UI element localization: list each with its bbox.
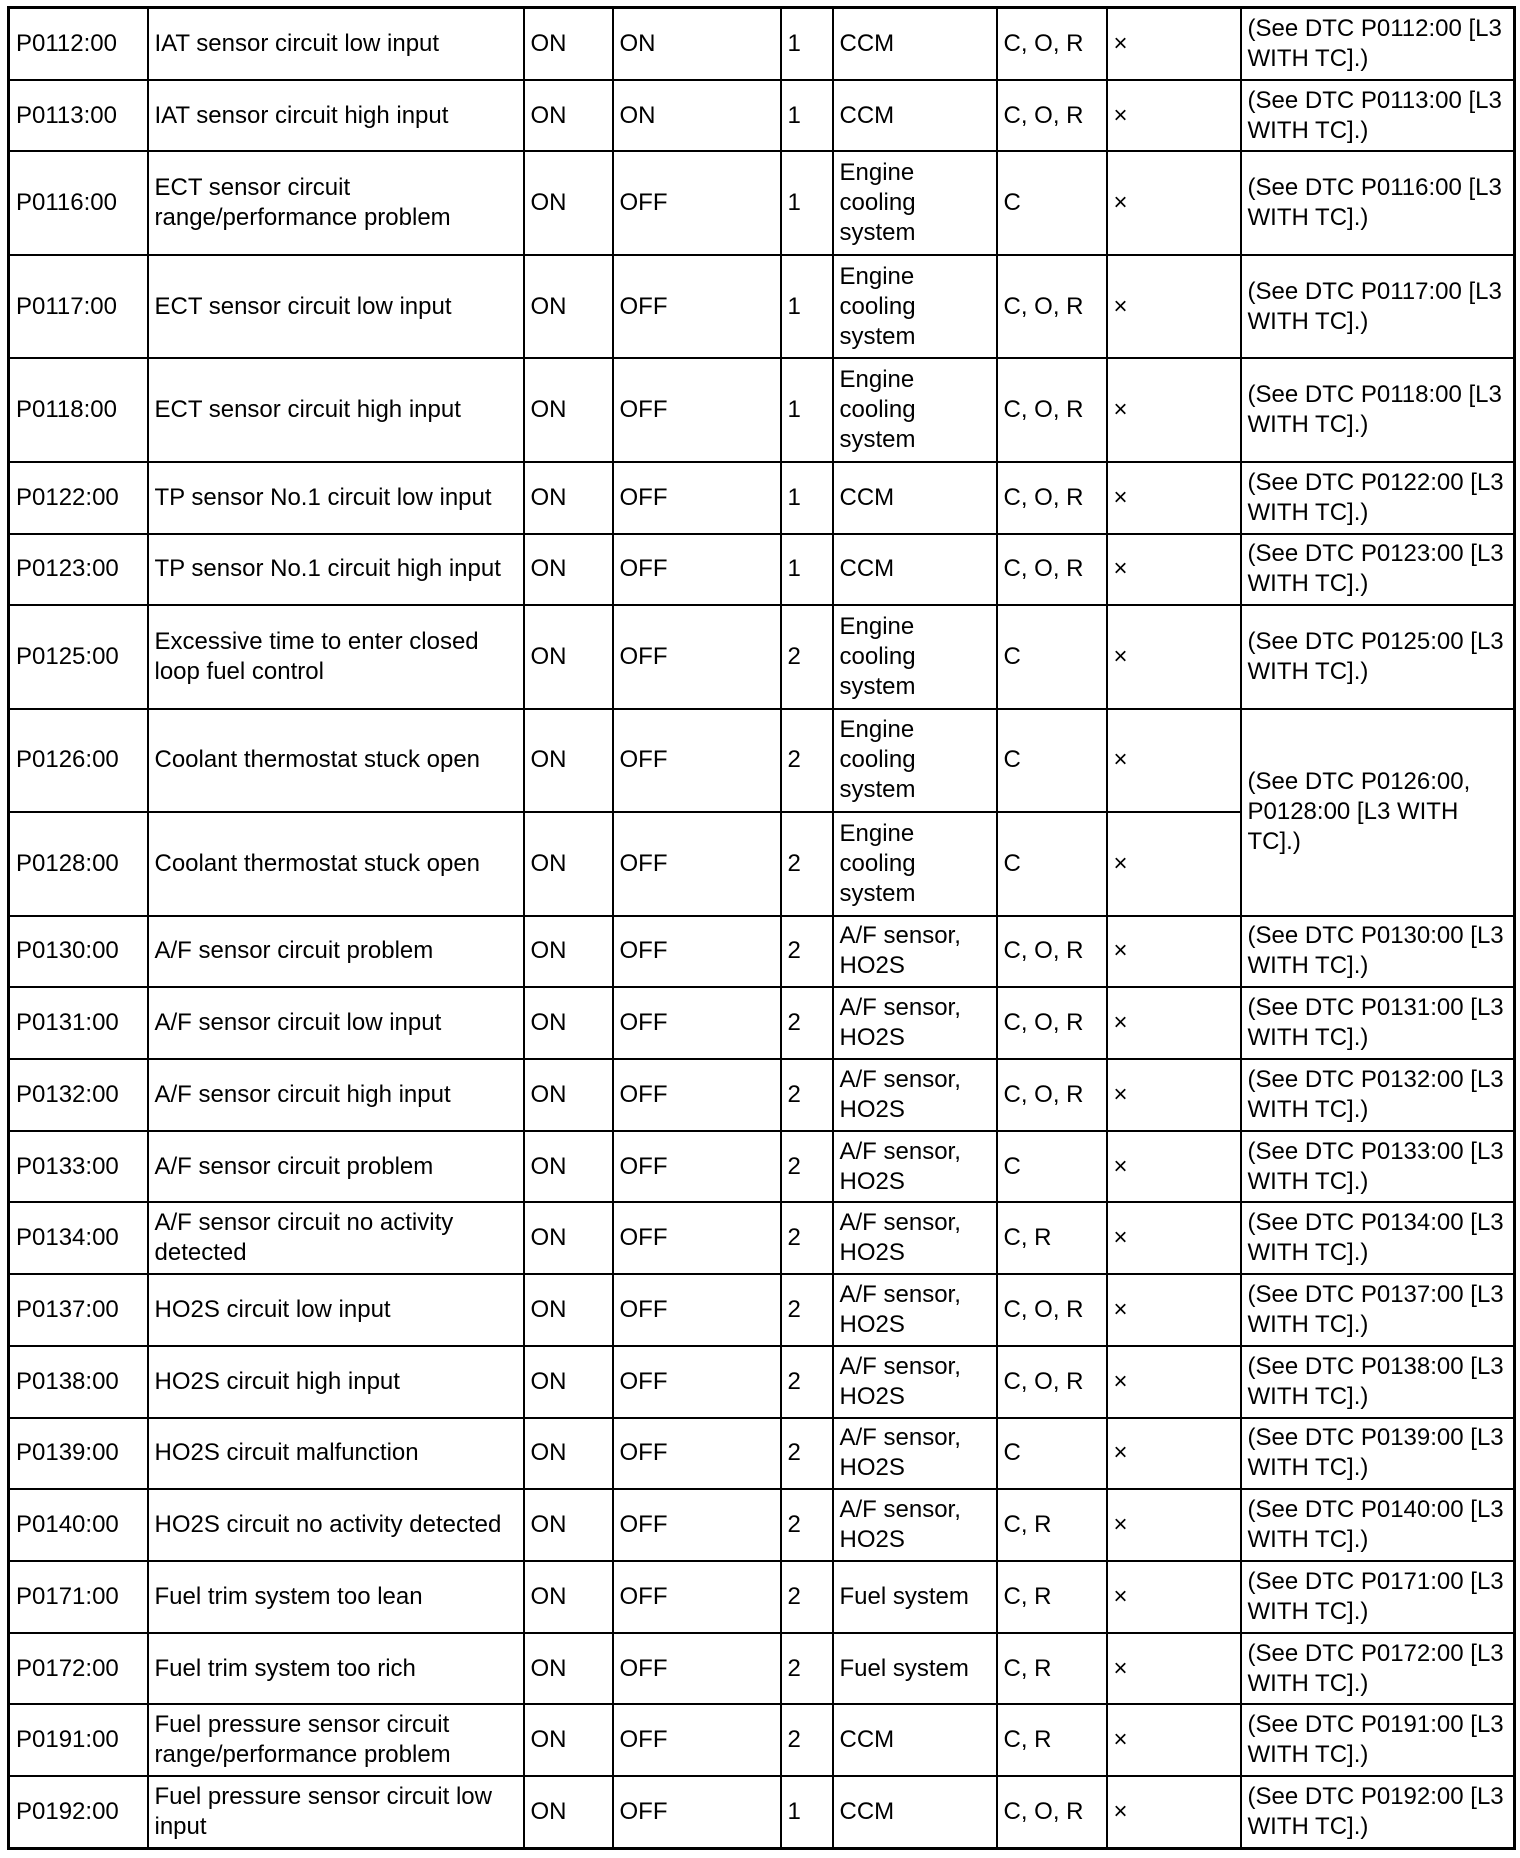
reference-link[interactable]: (See DTC P0171:00 [L3 WITH TC].): [1241, 1561, 1515, 1633]
dtc-description: A/F sensor circuit high input: [148, 1059, 524, 1131]
dtc-code: P0117:00: [9, 255, 148, 358]
reference-link[interactable]: (See DTC P0139:00 [L3 WITH TC].): [1241, 1418, 1515, 1490]
reference-link[interactable]: (See DTC P0130:00 [L3 WITH TC].): [1241, 916, 1515, 988]
trip-count: 1: [781, 8, 833, 80]
trip-count: 2: [781, 812, 833, 915]
dtc-description: Fuel trim system too lean: [148, 1561, 524, 1633]
dtc-description: TP sensor No.1 circuit low input: [148, 462, 524, 534]
dtc-description: Excessive time to enter closed loop fuel control: [148, 605, 524, 708]
dtc-code: P0140:00: [9, 1489, 148, 1561]
monitor-item: A/F sensor, HO2S: [833, 1274, 997, 1346]
memory-function: C, O, R: [997, 8, 1107, 80]
monitor-item: A/F sensor, HO2S: [833, 1059, 997, 1131]
dc-status: OFF: [613, 1704, 781, 1776]
cross-mark: ×: [1107, 1346, 1241, 1418]
reference-link[interactable]: (See DTC P0131:00 [L3 WITH TC].): [1241, 987, 1515, 1059]
mil-status: ON: [524, 1202, 613, 1274]
trip-count: 2: [781, 709, 833, 812]
memory-function: C, O, R: [997, 255, 1107, 358]
trip-count: 2: [781, 987, 833, 1059]
table-row: [9, 534, 1515, 606]
dtc-code: P0128:00: [9, 812, 148, 915]
dtc-code: P0132:00: [9, 1059, 148, 1131]
table-row: [9, 987, 1515, 1059]
mil-status: ON: [524, 709, 613, 812]
dtc-code: P0172:00: [9, 1633, 148, 1705]
cross-mark: ×: [1107, 462, 1241, 534]
mil-status: ON: [524, 8, 613, 80]
trip-count: 2: [781, 1418, 833, 1490]
memory-function: C, O, R: [997, 1776, 1107, 1848]
dc-status: OFF: [613, 812, 781, 915]
cross-mark: ×: [1107, 1776, 1241, 1848]
reference-link[interactable]: (See DTC P0140:00 [L3 WITH TC].): [1241, 1489, 1515, 1561]
dtc-code: P0122:00: [9, 462, 148, 534]
dtc-description: A/F sensor circuit low input: [148, 987, 524, 1059]
table-row: [9, 916, 1515, 988]
memory-function: C, O, R: [997, 1059, 1107, 1131]
table-row: [9, 1346, 1515, 1418]
dc-status: ON: [613, 8, 781, 80]
dtc-description: HO2S circuit no activity detected: [148, 1489, 524, 1561]
dtc-description: Fuel trim system too rich: [148, 1633, 524, 1705]
memory-function: C, R: [997, 1633, 1107, 1705]
memory-function: C, O, R: [997, 916, 1107, 988]
table-row: [9, 1561, 1515, 1633]
dc-status: OFF: [613, 1059, 781, 1131]
dtc-code: P0126:00: [9, 709, 148, 812]
dc-status: OFF: [613, 916, 781, 988]
cross-mark: ×: [1107, 1274, 1241, 1346]
table-row: [9, 1202, 1515, 1274]
dc-status: OFF: [613, 1202, 781, 1274]
dtc-table-body: [9, 8, 1515, 1849]
cross-mark: ×: [1107, 916, 1241, 988]
dtc-code: P0139:00: [9, 1418, 148, 1490]
dc-status: OFF: [613, 1274, 781, 1346]
dtc-description: IAT sensor circuit low input: [148, 8, 524, 80]
trip-count: 1: [781, 534, 833, 606]
reference-link[interactable]: (See DTC P0132:00 [L3 WITH TC].): [1241, 1059, 1515, 1131]
monitor-item: Engine cooling system: [833, 709, 997, 812]
reference-link[interactable]: (See DTC P0116:00 [L3 WITH TC].): [1241, 151, 1515, 254]
monitor-item: A/F sensor, HO2S: [833, 1131, 997, 1203]
dtc-code: P0125:00: [9, 605, 148, 708]
trip-count: 1: [781, 1776, 833, 1848]
dc-status: OFF: [613, 462, 781, 534]
monitor-item: Engine cooling system: [833, 812, 997, 915]
reference-link[interactable]: (See DTC P0125:00 [L3 WITH TC].): [1241, 605, 1515, 708]
mil-status: ON: [524, 916, 613, 988]
dc-status: OFF: [613, 534, 781, 606]
table-row: [9, 1274, 1515, 1346]
cross-mark: ×: [1107, 812, 1241, 915]
mil-status: ON: [524, 1489, 613, 1561]
trip-count: 2: [781, 1704, 833, 1776]
memory-function: C: [997, 709, 1107, 812]
trip-count: 1: [781, 80, 833, 152]
dtc-description: HO2S circuit malfunction: [148, 1418, 524, 1490]
trip-count: 2: [781, 1489, 833, 1561]
memory-function: C: [997, 812, 1107, 915]
monitor-item: Fuel system: [833, 1561, 997, 1633]
dtc-description: ECT sensor circuit low input: [148, 255, 524, 358]
monitor-item: A/F sensor, HO2S: [833, 1418, 997, 1490]
cross-mark: ×: [1107, 709, 1241, 812]
dtc-description: Fuel pressure sensor circuit low input: [148, 1776, 524, 1848]
mil-status: ON: [524, 1633, 613, 1705]
cross-mark: ×: [1107, 1059, 1241, 1131]
trip-count: 1: [781, 462, 833, 534]
dc-status: OFF: [613, 358, 781, 461]
cross-mark: ×: [1107, 1202, 1241, 1274]
memory-function: C, R: [997, 1704, 1107, 1776]
reference-link[interactable]: (See DTC P0138:00 [L3 WITH TC].): [1241, 1346, 1515, 1418]
trip-count: 1: [781, 358, 833, 461]
monitor-item: CCM: [833, 462, 997, 534]
dtc-description: ECT sensor circuit high input: [148, 358, 524, 461]
cross-mark: ×: [1107, 255, 1241, 358]
mil-status: ON: [524, 1561, 613, 1633]
dtc-description: HO2S circuit low input: [148, 1274, 524, 1346]
reference-link[interactable]: (See DTC P0112:00 [L3 WITH TC].): [1241, 8, 1515, 80]
memory-function: C, O, R: [997, 80, 1107, 152]
cross-mark: ×: [1107, 151, 1241, 254]
mil-status: ON: [524, 1059, 613, 1131]
dtc-code: P0118:00: [9, 358, 148, 461]
monitor-item: CCM: [833, 8, 997, 80]
mil-status: ON: [524, 1131, 613, 1203]
dtc-description: A/F sensor circuit no activity detected: [148, 1202, 524, 1274]
trip-count: 2: [781, 1633, 833, 1705]
cross-mark: ×: [1107, 1418, 1241, 1490]
trip-count: 2: [781, 1561, 833, 1633]
dtc-code: P0116:00: [9, 151, 148, 254]
memory-function: C: [997, 605, 1107, 708]
trip-count: 2: [781, 916, 833, 988]
dc-status: OFF: [613, 709, 781, 812]
mil-status: ON: [524, 812, 613, 915]
table-row: [9, 1131, 1515, 1203]
cross-mark: ×: [1107, 1131, 1241, 1203]
trip-count: 1: [781, 151, 833, 254]
trip-count: 2: [781, 1202, 833, 1274]
cross-mark: ×: [1107, 534, 1241, 606]
monitor-item: Engine cooling system: [833, 151, 997, 254]
cross-mark: ×: [1107, 80, 1241, 152]
reference-link[interactable]: (See DTC P0133:00 [L3 WITH TC].): [1241, 1131, 1515, 1203]
reference-link[interactable]: (See DTC P0118:00 [L3 WITH TC].): [1241, 358, 1515, 461]
mil-status: ON: [524, 534, 613, 606]
dtc-description: TP sensor No.1 circuit high input: [148, 534, 524, 606]
cross-mark: ×: [1107, 987, 1241, 1059]
memory-function: C, O, R: [997, 987, 1107, 1059]
table-row: [9, 605, 1515, 708]
memory-function: C: [997, 1418, 1107, 1490]
dtc-code: P0138:00: [9, 1346, 148, 1418]
reference-link[interactable]: (See DTC P0123:00 [L3 WITH TC].): [1241, 534, 1515, 606]
dtc-table: [7, 6, 1516, 1850]
monitor-item: A/F sensor, HO2S: [833, 1346, 997, 1418]
reference-link[interactable]: (See DTC P0172:00 [L3 WITH TC].): [1241, 1633, 1515, 1705]
dc-status: OFF: [613, 987, 781, 1059]
table-row: [9, 462, 1515, 534]
cross-mark: ×: [1107, 1633, 1241, 1705]
dtc-code: P0137:00: [9, 1274, 148, 1346]
dtc-code: P0191:00: [9, 1704, 148, 1776]
table-row: [9, 709, 1515, 812]
dtc-description: IAT sensor circuit high input: [148, 80, 524, 152]
monitor-item: A/F sensor, HO2S: [833, 916, 997, 988]
table-row: [9, 1489, 1515, 1561]
dtc-code: P0134:00: [9, 1202, 148, 1274]
dtc-code: P0192:00: [9, 1776, 148, 1848]
memory-function: C: [997, 1131, 1107, 1203]
monitor-item: CCM: [833, 1776, 997, 1848]
mil-status: ON: [524, 1776, 613, 1848]
dc-status: OFF: [613, 151, 781, 254]
table-row: [9, 1633, 1515, 1705]
cross-mark: ×: [1107, 8, 1241, 80]
memory-function: C, R: [997, 1561, 1107, 1633]
cross-mark: ×: [1107, 605, 1241, 708]
cross-mark: ×: [1107, 1704, 1241, 1776]
cross-mark: ×: [1107, 1561, 1241, 1633]
cross-mark: ×: [1107, 1489, 1241, 1561]
mil-status: ON: [524, 462, 613, 534]
dc-status: OFF: [613, 1633, 781, 1705]
table-row: [9, 358, 1515, 461]
monitor-item: Engine cooling system: [833, 255, 997, 358]
trip-count: 2: [781, 1131, 833, 1203]
dtc-description: A/F sensor circuit problem: [148, 916, 524, 988]
dc-status: OFF: [613, 1489, 781, 1561]
memory-function: C: [997, 151, 1107, 254]
mil-status: ON: [524, 151, 613, 254]
dtc-code: P0130:00: [9, 916, 148, 988]
trip-count: 2: [781, 1274, 833, 1346]
mil-status: ON: [524, 255, 613, 358]
mil-status: ON: [524, 605, 613, 708]
table-row: [9, 255, 1515, 358]
reference-link[interactable]: (See DTC P0192:00 [L3 WITH TC].): [1241, 1776, 1515, 1848]
reference-link[interactable]: (See DTC P0191:00 [L3 WITH TC].): [1241, 1704, 1515, 1776]
dtc-description: Fuel pressure sensor circuit range/performance problem: [148, 1704, 524, 1776]
dc-status: ON: [613, 80, 781, 152]
dc-status: OFF: [613, 255, 781, 358]
memory-function: C, O, R: [997, 1346, 1107, 1418]
memory-function: C, R: [997, 1489, 1107, 1561]
reference-link[interactable]: (See DTC P0126:00, P0128:00 [L3 WITH TC].): [1241, 709, 1515, 916]
memory-function: C, R: [997, 1202, 1107, 1274]
trip-count: 2: [781, 1059, 833, 1131]
reference-link[interactable]: (See DTC P0137:00 [L3 WITH TC].): [1241, 1274, 1515, 1346]
mil-status: ON: [524, 1418, 613, 1490]
dtc-code: P0123:00: [9, 534, 148, 606]
dtc-description: Coolant thermostat stuck open: [148, 812, 524, 915]
mil-status: ON: [524, 1704, 613, 1776]
dc-status: OFF: [613, 1131, 781, 1203]
mil-status: ON: [524, 358, 613, 461]
cross-mark: ×: [1107, 358, 1241, 461]
table-row: [9, 1704, 1515, 1776]
reference-link[interactable]: (See DTC P0117:00 [L3 WITH TC].): [1241, 255, 1515, 358]
table-row: [9, 80, 1515, 152]
monitor-item: Fuel system: [833, 1633, 997, 1705]
memory-function: C, O, R: [997, 358, 1107, 461]
trip-count: 2: [781, 1346, 833, 1418]
dc-status: OFF: [613, 1776, 781, 1848]
monitor-item: A/F sensor, HO2S: [833, 1202, 997, 1274]
dtc-code: P0171:00: [9, 1561, 148, 1633]
dtc-description: ECT sensor circuit range/performance problem: [148, 151, 524, 254]
mil-status: ON: [524, 1346, 613, 1418]
reference-link[interactable]: (See DTC P0122:00 [L3 WITH TC].): [1241, 462, 1515, 534]
monitor-item: Engine cooling system: [833, 358, 997, 461]
table-row: [9, 1776, 1515, 1848]
dc-status: OFF: [613, 1346, 781, 1418]
reference-link[interactable]: (See DTC P0134:00 [L3 WITH TC].): [1241, 1202, 1515, 1274]
monitor-item: A/F sensor, HO2S: [833, 1489, 997, 1561]
trip-count: 1: [781, 255, 833, 358]
reference-link[interactable]: (See DTC P0113:00 [L3 WITH TC].): [1241, 80, 1515, 152]
trip-count: 2: [781, 605, 833, 708]
table-row: [9, 8, 1515, 80]
dtc-code: P0113:00: [9, 80, 148, 152]
dtc-description: HO2S circuit high input: [148, 1346, 524, 1418]
memory-function: C, O, R: [997, 462, 1107, 534]
mil-status: ON: [524, 987, 613, 1059]
monitor-item: A/F sensor, HO2S: [833, 987, 997, 1059]
monitor-item: CCM: [833, 80, 997, 152]
table-row: [9, 1059, 1515, 1131]
table-row: [9, 1418, 1515, 1490]
dc-status: OFF: [613, 605, 781, 708]
monitor-item: Engine cooling system: [833, 605, 997, 708]
memory-function: C, O, R: [997, 1274, 1107, 1346]
dtc-description: Coolant thermostat stuck open: [148, 709, 524, 812]
monitor-item: CCM: [833, 534, 997, 606]
dtc-code: P0133:00: [9, 1131, 148, 1203]
memory-function: C, O, R: [997, 534, 1107, 606]
mil-status: ON: [524, 1274, 613, 1346]
monitor-item: CCM: [833, 1704, 997, 1776]
dc-status: OFF: [613, 1418, 781, 1490]
dtc-description: A/F sensor circuit problem: [148, 1131, 524, 1203]
dc-status: OFF: [613, 1561, 781, 1633]
dtc-code: P0131:00: [9, 987, 148, 1059]
dtc-code: P0112:00: [9, 8, 148, 80]
table-row: [9, 151, 1515, 254]
mil-status: ON: [524, 80, 613, 152]
